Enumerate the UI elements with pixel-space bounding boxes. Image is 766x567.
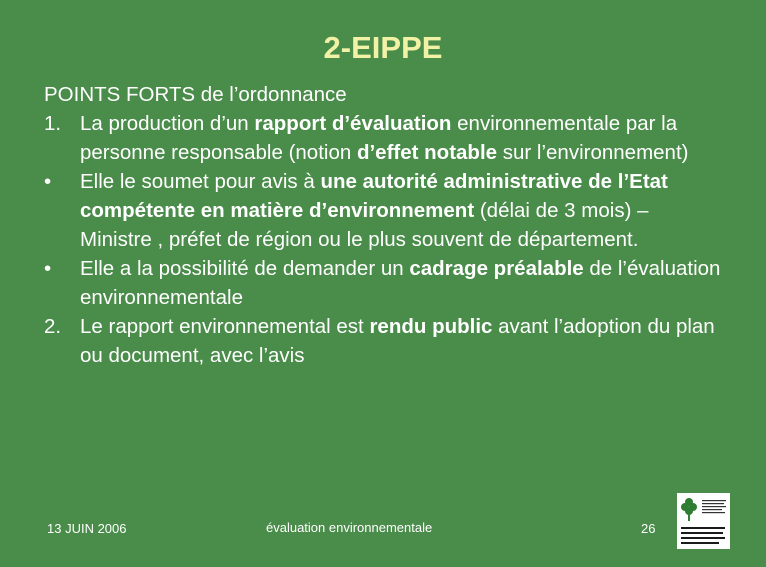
list-item-text: [80, 109, 724, 167]
text-run: avant l’adoption du plan ou document, avec l’avis: [80, 315, 715, 367]
footer-subject: évaluation environnementale: [266, 520, 433, 535]
text-run: de l’évaluation environnementale: [80, 257, 721, 309]
bold-run: une autorité administrative de l’Etat compétente en matière d’environnement: [80, 170, 668, 222]
bullet-marker: •: [44, 170, 52, 193]
list-item-text: [80, 254, 724, 312]
list-item: [44, 167, 724, 254]
tree-logo-icon: [677, 493, 730, 549]
text-run: environnementale par la personne responsable (notion: [80, 112, 678, 164]
bold-run: d’effet notable: [356, 141, 498, 164]
text-run: (délai de 3 mois) – Ministre , préfet de région ou le plus souvent de département.: [80, 199, 649, 251]
list-item: [44, 109, 724, 167]
footer-date: 13 JUIN 2006: [47, 521, 127, 536]
bullet-marker: •: [44, 257, 52, 280]
list-marker: 2.: [44, 315, 62, 338]
bold-run: rendu public: [369, 315, 493, 338]
list-item: [44, 254, 724, 312]
text-run: Elle le soumet pour avis à: [80, 170, 321, 193]
list-marker: 1.: [44, 112, 62, 135]
text-run: Elle a la possibilité de demander un: [80, 257, 410, 280]
bold-run: cadrage préalable: [409, 257, 584, 280]
page-number: 26: [641, 521, 656, 536]
text-run: La production d’un: [80, 112, 255, 135]
organization-logo: [677, 493, 730, 549]
text-run: sur l’environnement): [497, 141, 689, 164]
list-item-text: [80, 167, 724, 254]
points-forts-heading: POINTS FORTS de l’ordonnance: [44, 83, 347, 106]
slide-body: [44, 80, 724, 370]
bold-run: rapport d’évaluation: [254, 112, 452, 135]
text-run: Le rapport environnemental est: [80, 315, 370, 338]
heading-row: [44, 80, 724, 109]
list-item-text: [80, 312, 724, 370]
slide-title: 2-EIPPE: [323, 30, 443, 65]
list-item: [44, 312, 724, 370]
